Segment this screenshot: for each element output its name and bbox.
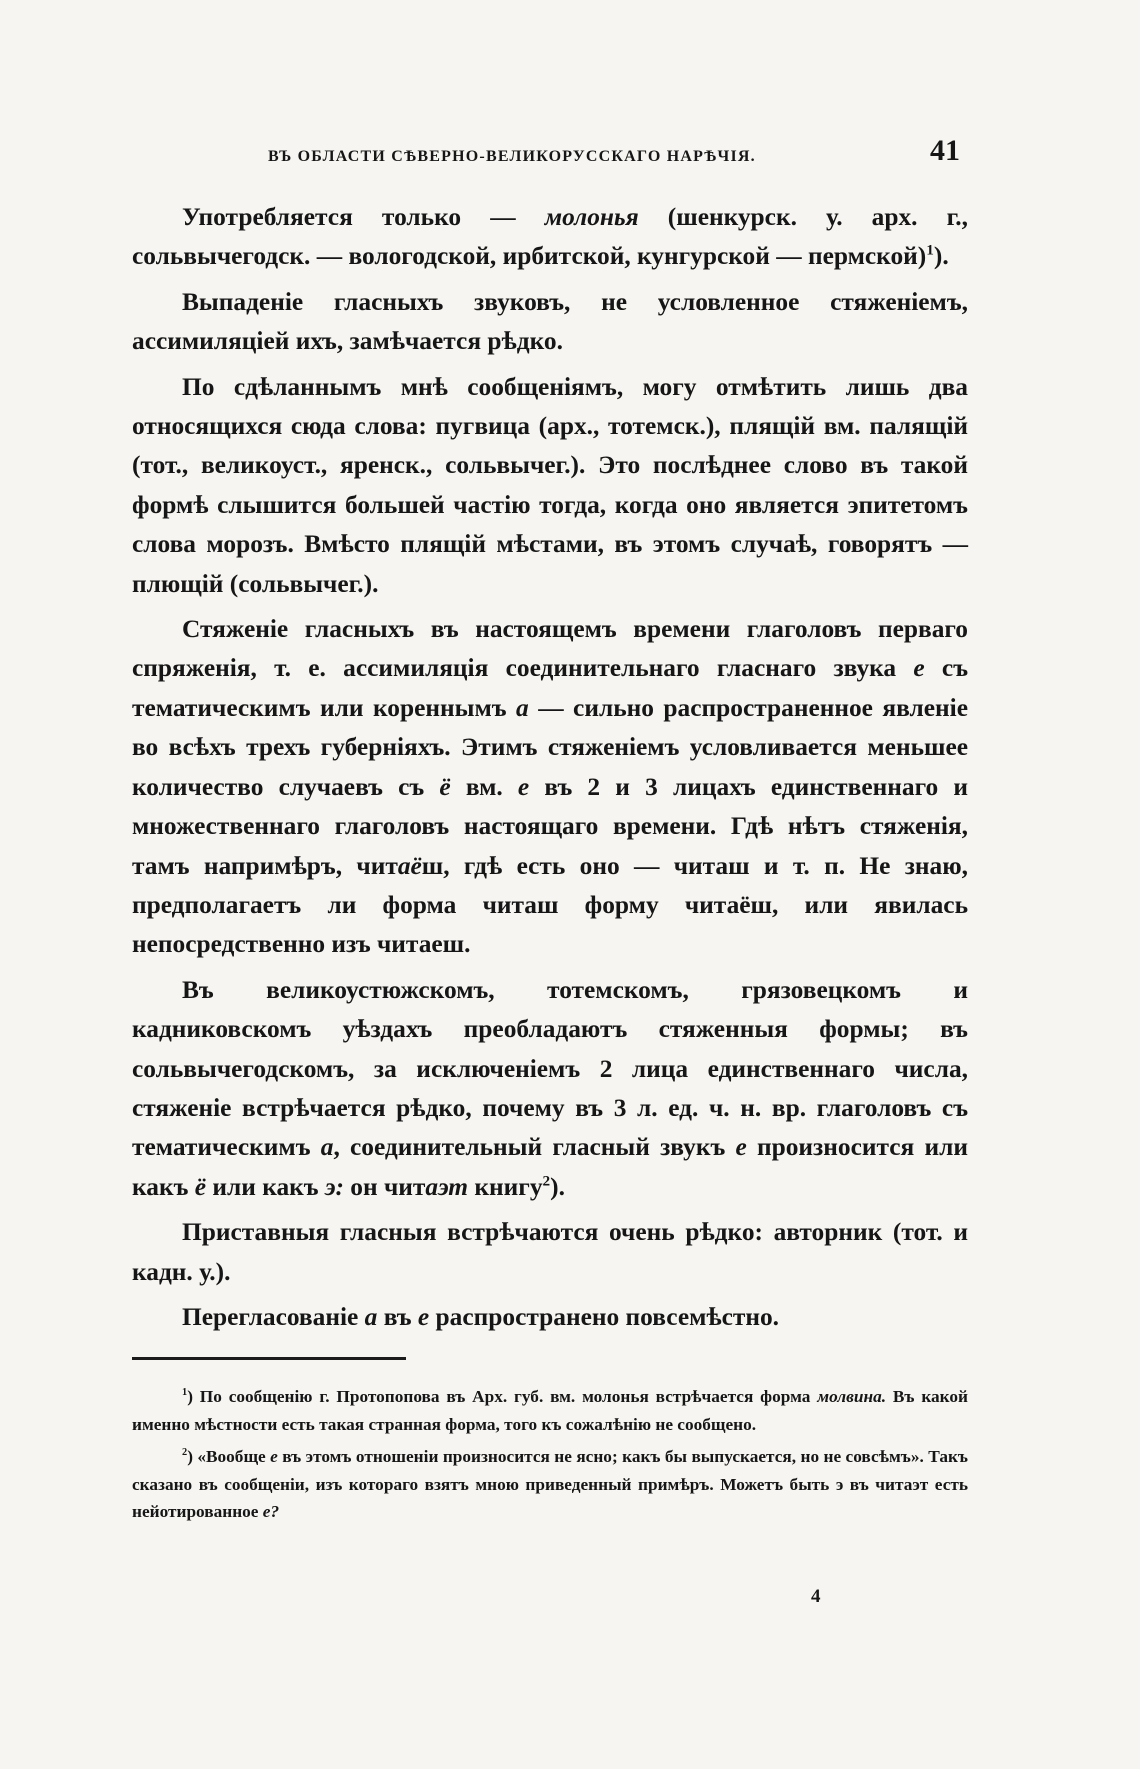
body-text (132, 198, 968, 1343)
running-title: ВЪ ОБЛАСТИ СѢВЕРНО-ВЕЛИКОРУССКАГО НАРѢЧІЯ. (268, 148, 756, 165)
italic-text: е (517, 772, 530, 801)
text-run: Приставныя гласныя встрѣчаются очень рѣдко: авторник (тот. и кадн. у.). (132, 1218, 968, 1286)
italic-text: молонья (544, 203, 639, 231)
text-run: Употребляется только — (182, 203, 545, 231)
italic-text: е (735, 1133, 747, 1162)
italic-text: ё (194, 1172, 207, 1201)
text-run: или какъ (206, 1172, 325, 1201)
footnote-marker: 2 (542, 1172, 551, 1190)
text-run: Перегласованіе (182, 1302, 365, 1331)
footnote-1 (132, 1383, 968, 1438)
footnote-2 (132, 1443, 968, 1526)
text-run: ). (933, 242, 949, 271)
text-run: распространено повсемѣстно. (429, 1302, 780, 1331)
footnote-marker: 1 (926, 241, 934, 259)
page-number: 41 (930, 134, 960, 167)
text-run: въ (377, 1302, 418, 1331)
footnote-marker: 1 (182, 1387, 188, 1399)
paragraph-vowel-dropping (132, 283, 968, 362)
text-run: , соединительный гласный звукъ (333, 1133, 736, 1162)
italic-text: е (270, 1447, 278, 1466)
text-run: въ 2 и 3 лицахъ единственнаго и множественнаго глаголовъ настоящаго времени. Гдѣ нѣтъ стяженія, тамъ напримѣръ, чит (132, 772, 968, 880)
paragraph-prosthetic-vowels (132, 1213, 968, 1292)
italic-text: е (417, 1302, 430, 1331)
italic-text: а (364, 1302, 378, 1331)
text-run: ш, гдѣ есть оно — читаш и т. п. Не знаю, предполагаетъ ли форма читаш форму читаёш, или явилась непосредственно изъ читаеш. (132, 851, 968, 959)
italic-text: ё (439, 772, 451, 801)
text-run: Стяженіе гласныхъ въ настоящемъ времени глаголовъ перваго спряженія, т. е. ассимиляція соединительнаго гласнаго звука (132, 615, 968, 683)
text-run: Выпаденіе гласныхъ звуковъ, не условленное стяженіемъ, ассимиляціей ихъ, замѣчается рѣдко. (132, 287, 968, 356)
paragraph-vowel-contraction (132, 610, 968, 965)
italic-text: а (516, 693, 529, 722)
text-run: ). (550, 1172, 565, 1201)
text-run: (шенкурск. у. арх. г., сольвычегодск. — вологодской, ирбитской, кунгурской — пермской) (132, 203, 968, 271)
footnotes (132, 1383, 968, 1531)
page-header (178, 130, 968, 180)
italic-text: аё (397, 851, 422, 880)
text-run: вм. (450, 772, 518, 801)
italic-text: е? (262, 1502, 280, 1521)
paragraph-vowel-shift (132, 1298, 968, 1337)
text-run: Въ какой именно мѣстности есть такая странная форма, того къ сожалѣнію не сообщено. (132, 1387, 969, 1434)
text-run: книгу (468, 1172, 543, 1201)
text-run: въ этомъ отношеніи произносится не ясно; какъ бы выпускается, но не совсѣмъ». Такъ сказано въ сообщеніи, изъ котораго взятъ мною приведенный примѣръ. Можетъ быть э въ читаэт есть нейотированное (132, 1447, 969, 1521)
italic-text: аэт (425, 1172, 469, 1201)
paragraph-reported-words (132, 368, 968, 604)
paragraph-usage-molonya (132, 198, 968, 277)
text-run: съ тематическимъ или кореннымъ (132, 654, 968, 722)
paragraph-districts (132, 971, 968, 1207)
italic-text: е (913, 654, 925, 683)
signature-mark: 4 (811, 1586, 821, 1607)
text-run: ) «Вообще (187, 1447, 271, 1466)
text-run: — сильно распространенное явленіе во всѣхъ трехъ губерніяхъ. Этимъ стяженіемъ условливается меньшее количество случаевъ съ (132, 693, 968, 801)
italic-text: молвина. (817, 1387, 887, 1406)
footnote-marker: 2 (182, 1447, 188, 1459)
text-run: ) По сообщенію г. Протопопова въ Арх. губ. вм. молонья встрѣчается форма (187, 1387, 818, 1406)
text-run: Въ великоустюжскомъ, тотемскомъ, грязовецкомъ и кадниковскомъ уѣздахъ преобладаютъ стяженныя формы; въ сольвычегодскомъ, за исключеніемъ 2 лица единственнаго числа, стяженіе встрѣчается рѣдко, почему въ 3 л. ед. ч. н. вр. глаголовъ съ тематическимъ (132, 975, 968, 1162)
text-run: произносится или какъ (132, 1133, 968, 1201)
italic-text: э: (324, 1172, 344, 1201)
text-run: он чит (343, 1172, 426, 1201)
italic-text: а (320, 1133, 334, 1162)
text-run: По сдѣланнымъ мнѣ сообщеніямъ, могу отмѣтить лишь два относящихся сюда слова: пугвица (арх., тотемск.), плящій вм. палящій (тот., великоуст., яренск., сольвычег.). Это послѣднее слово въ такой формѣ слышится большей частію тогда, когда оно является эпитетомъ слова морозъ. Вмѣсто плящій мѣстами, въ этомъ случаѣ, говорятъ — плющій (сольвычег.). (132, 372, 968, 598)
footnote-divider (132, 1357, 406, 1360)
